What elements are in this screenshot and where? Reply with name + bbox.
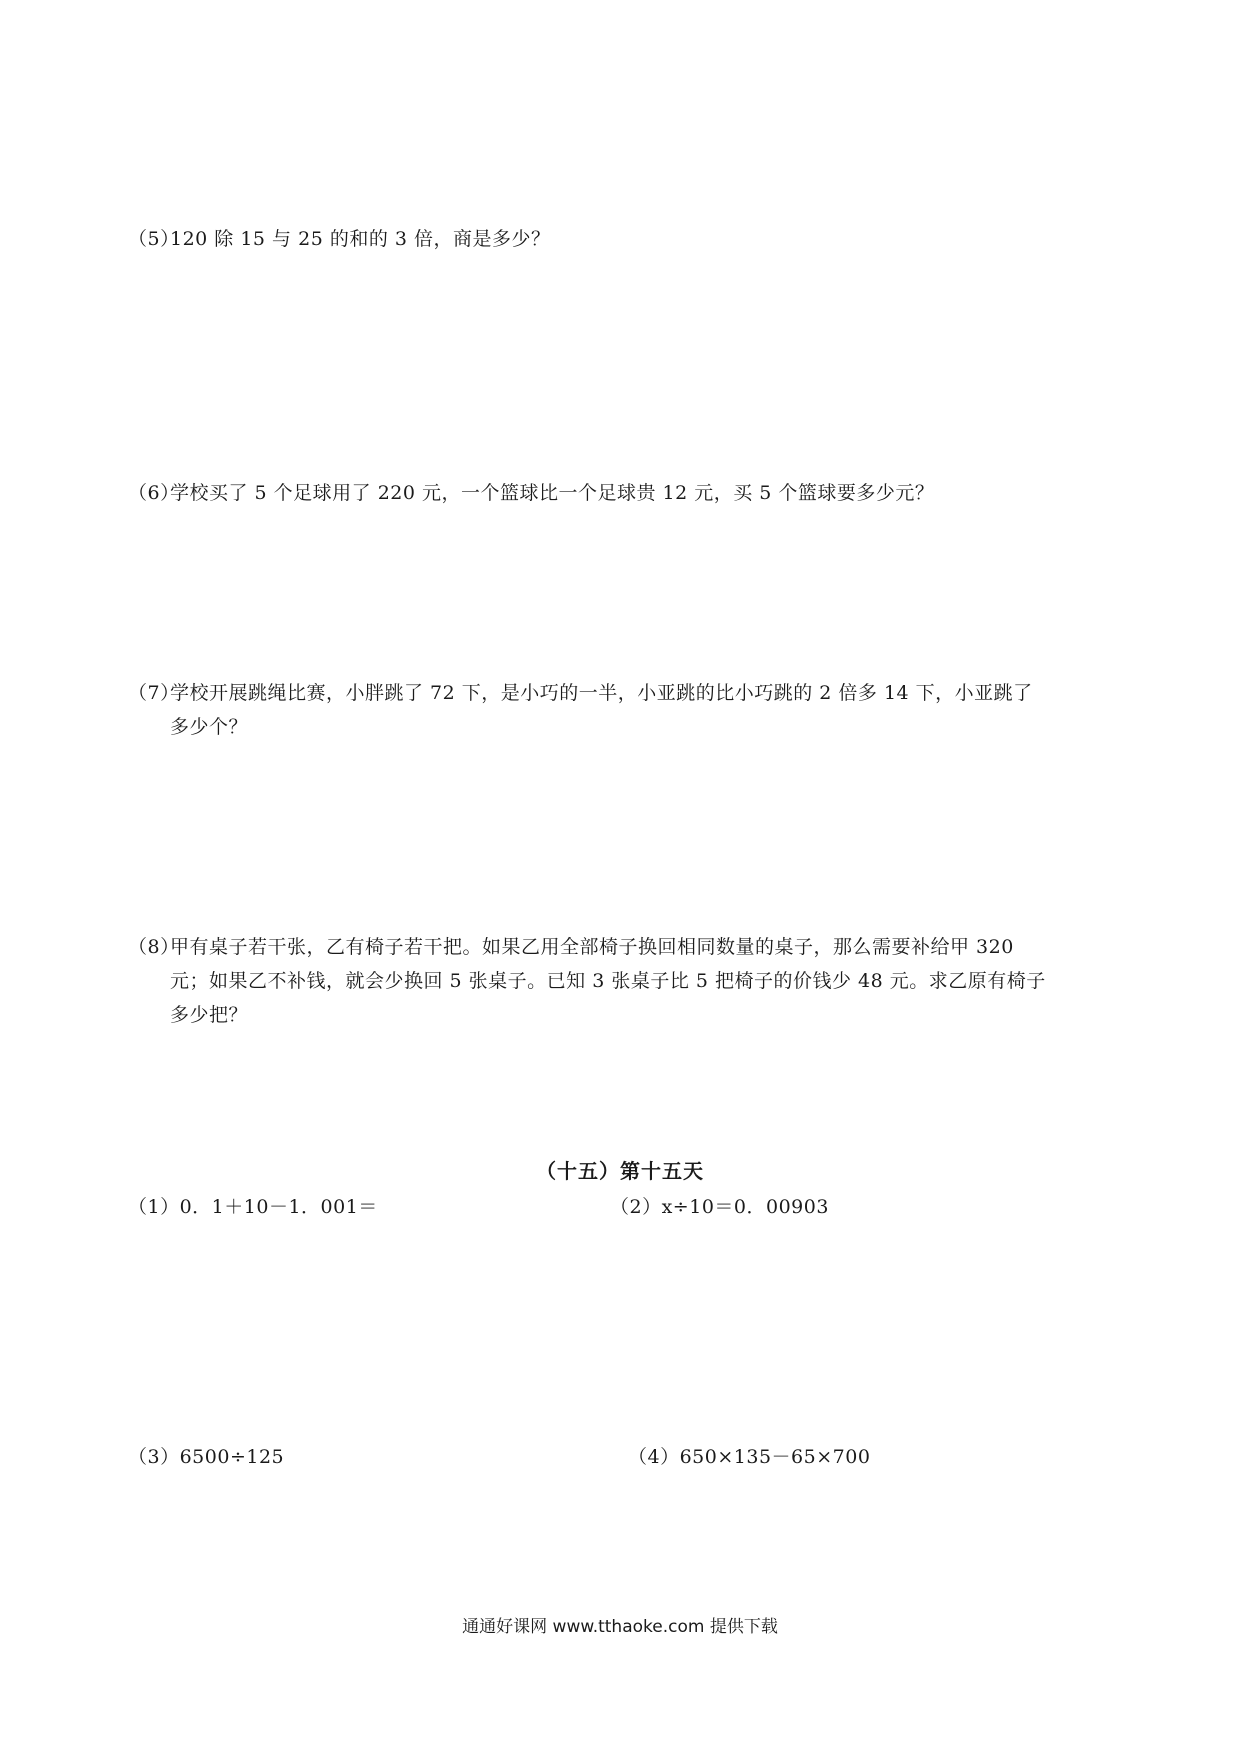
question-number: （5） bbox=[128, 228, 180, 250]
calc-number: （4） bbox=[628, 1446, 680, 1468]
calc-expression: 0．1＋10－1．001＝ bbox=[179, 1196, 378, 1218]
calc-expression: x÷10＝0．00903 bbox=[661, 1196, 829, 1218]
question-text-line: 元；如果乙不补钱，就会少换回 5 张桌子。已知 3 张桌子比 5 把椅子的价钱少 48 元。求乙原有椅子 bbox=[170, 970, 1046, 992]
question-5 bbox=[128, 222, 1128, 256]
question-text-line: 多少把？ bbox=[170, 1004, 249, 1026]
calc-3 bbox=[128, 1442, 284, 1472]
question-text-line: 学校开展跳绳比赛，小胖跳了 72 下，是小巧的一半，小亚跳的比小巧跳的 2 倍多 14 下，小亚跳了 bbox=[170, 682, 1033, 704]
calc-number: （3） bbox=[128, 1446, 180, 1468]
question-7 bbox=[128, 676, 1128, 744]
footer-credit: 通通好课网 www.tthaoke.com 提供下载 bbox=[462, 1617, 778, 1637]
question-text-line: 多少个？ bbox=[170, 716, 249, 738]
calc-number: （1） bbox=[128, 1196, 180, 1218]
question-8 bbox=[128, 930, 1128, 1032]
question-6 bbox=[128, 476, 1128, 510]
question-number: （6） bbox=[128, 482, 180, 504]
calc-4 bbox=[628, 1442, 870, 1472]
calc-expression: 650×135－65×700 bbox=[679, 1446, 871, 1468]
section-title: （十五）第十五天 bbox=[536, 1159, 704, 1183]
calc-number: （2） bbox=[610, 1196, 662, 1218]
calc-1 bbox=[128, 1192, 378, 1222]
question-text-line: 学校买了 5 个足球用了 220 元，一个篮球比一个足球贵 12 元，买 5 个篮球要多少元？ bbox=[170, 482, 935, 504]
question-number: （7） bbox=[128, 682, 180, 704]
question-text-line: 甲有桌子若干张，乙有椅子若干把。如果乙用全部椅子换回相同数量的桌子，那么需要补给甲 320 bbox=[170, 936, 1014, 958]
question-text-line: 120 除 15 与 25 的和的 3 倍，商是多少？ bbox=[170, 228, 551, 250]
question-number: （8） bbox=[128, 936, 180, 958]
calc-expression: 6500÷125 bbox=[179, 1446, 285, 1468]
calc-2 bbox=[610, 1192, 829, 1222]
